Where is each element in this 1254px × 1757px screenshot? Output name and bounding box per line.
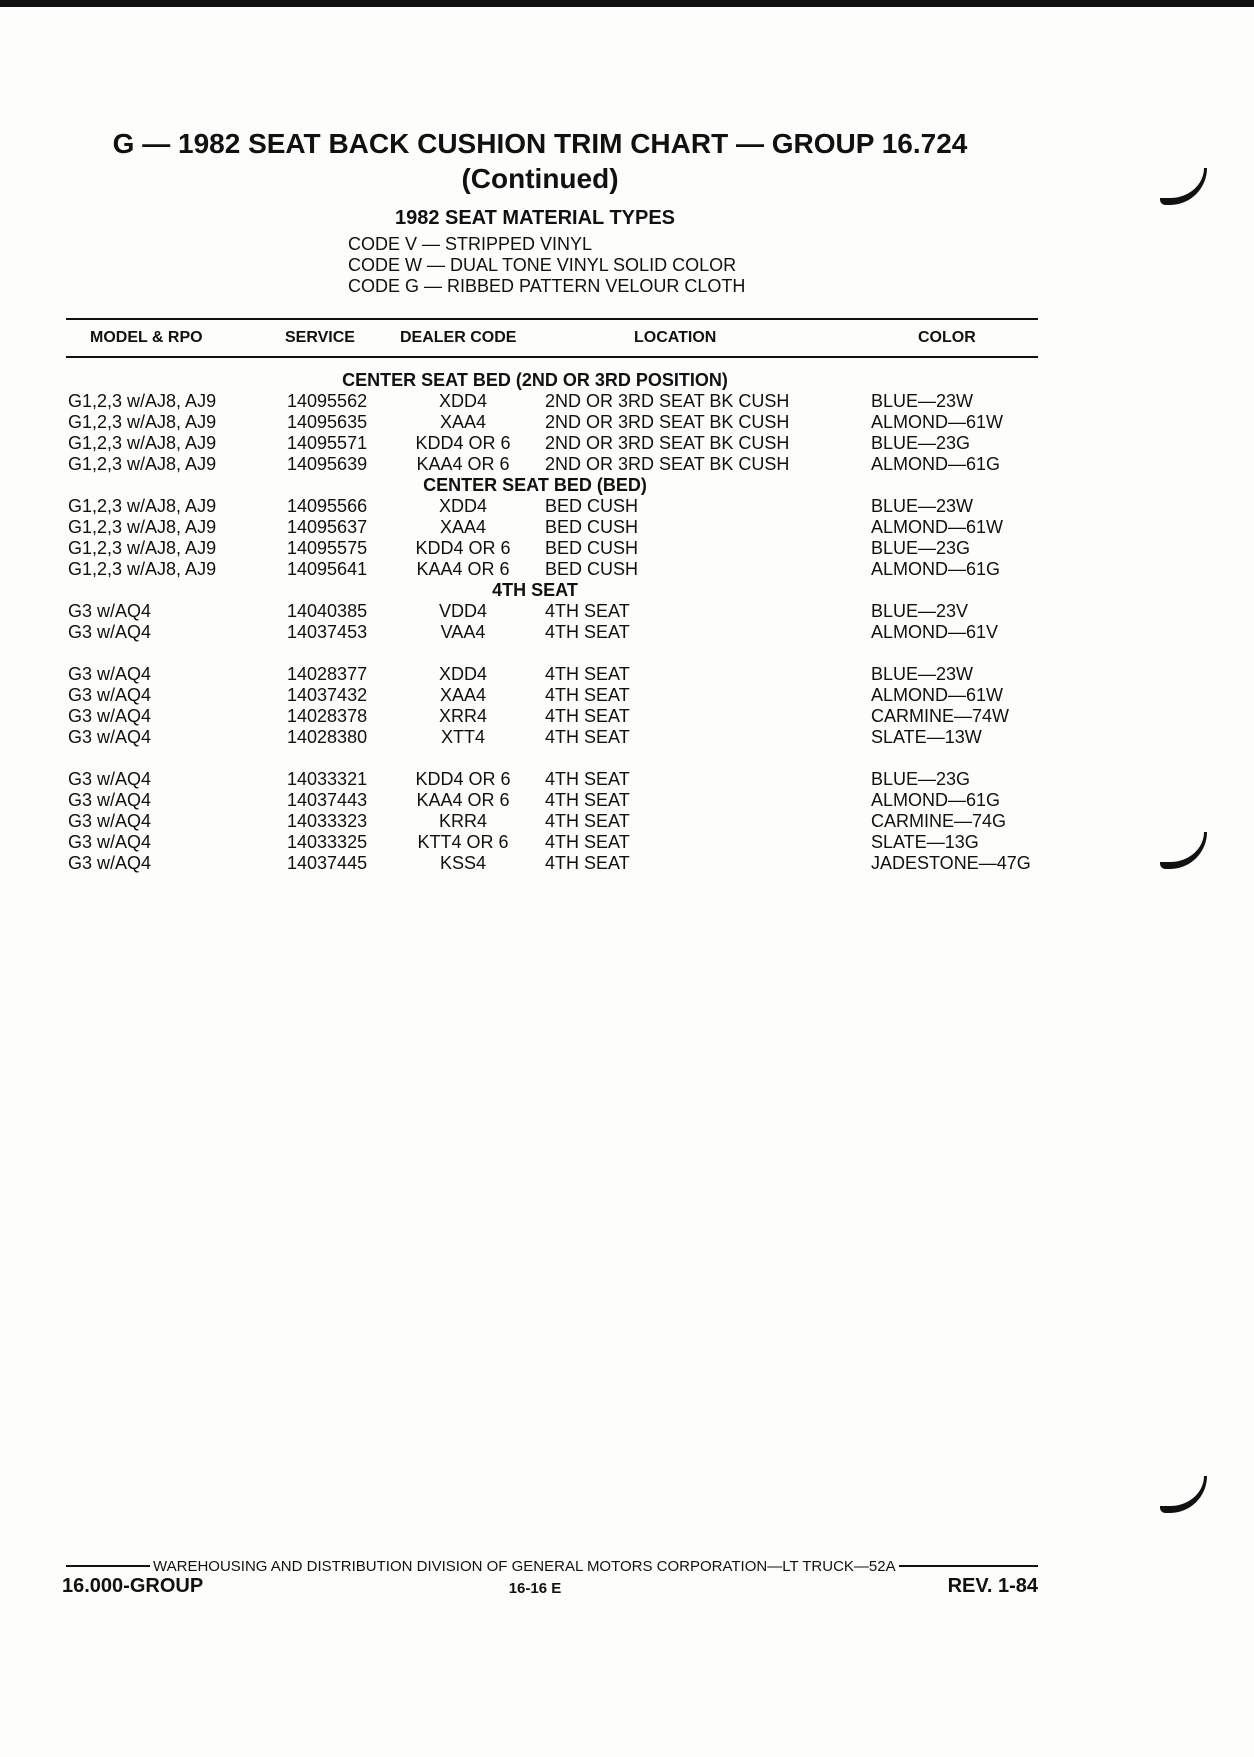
table-row [0,706,1254,727]
location-cell: 4TH SEAT [545,664,630,684]
service-number-cell: 14037453 [287,622,368,642]
color-cell: BLUE—23V [871,601,969,621]
model-rpo-cell: G1,2,3 w/AJ8, AJ9 [68,517,217,537]
color-cell: CARMINE—74G [871,811,1007,831]
model-rpo-cell: G3 w/AQ4 [68,832,152,852]
location-cell: 4TH SEAT [545,601,630,621]
dealer-code-cell: XDD4 [438,391,487,411]
location-cell: 2ND OR 3RD SEAT BK CUSH [545,391,790,411]
color-cell: BLUE—23G [871,433,971,453]
header-model: MODEL & RPO [90,329,203,346]
footer-page-number: 16-16 E [508,1580,562,1597]
location-cell: 2ND OR 3RD SEAT BK CUSH [545,412,790,432]
location-cell: 4TH SEAT [545,685,630,705]
dealer-code-cell: XDD4 [438,496,487,516]
location-cell: 4TH SEAT [545,727,630,747]
location-cell: 4TH SEAT [545,706,630,726]
service-number-cell: 14095637 [287,517,368,537]
section-heading: CENTER SEAT BED (2ND OR 3RD POSITION) [342,370,728,390]
dealer-code-cell: KDD4 OR 6 [415,433,511,453]
header-dealer-code: DEALER CODE [400,329,517,346]
footer-rule-left [66,1565,150,1567]
binder-hole-mark [1160,168,1207,205]
dealer-code-cell: KSS4 [439,853,487,873]
header-location: LOCATION [634,329,717,346]
model-rpo-cell: G3 w/AQ4 [68,769,152,789]
service-number-cell: 14095566 [287,496,368,516]
location-cell: 4TH SEAT [545,853,630,873]
service-number-cell: 14095575 [287,538,368,558]
footer-group: 16.000-GROUP [62,1575,204,1597]
service-number-cell: 14095562 [287,391,368,411]
table-row [0,496,1254,517]
table-row [0,559,1254,580]
dealer-code-cell: KDD4 OR 6 [415,538,511,558]
dealer-code-cell: XAA4 [439,685,487,705]
section-heading: CENTER SEAT BED (BED) [423,475,647,495]
model-rpo-cell: G3 w/AQ4 [68,790,152,810]
table-row [0,454,1254,475]
table-row [0,538,1254,559]
page-title-continued: (Continued) [461,163,619,194]
service-number-cell: 14095641 [287,559,368,579]
location-cell: BED CUSH [545,496,639,516]
table-row [0,811,1254,832]
service-number-cell: 14095639 [287,454,368,474]
table-row [0,790,1254,811]
location-cell: BED CUSH [545,559,639,579]
location-cell: 4TH SEAT [545,622,630,642]
footer-revision: REV. 1-84 [947,1575,1038,1597]
model-rpo-cell: G3 w/AQ4 [68,811,152,831]
location-cell: 4TH SEAT [545,811,630,831]
model-rpo-cell: G3 w/AQ4 [68,664,152,684]
model-rpo-cell: G3 w/AQ4 [68,685,152,705]
location-cell: 2ND OR 3RD SEAT BK CUSH [545,454,790,474]
table-row [0,391,1254,412]
dealer-code-cell: KTT4 OR 6 [417,832,509,852]
material-code: CODE V — STRIPPED VINYL [348,234,593,254]
dealer-code-cell: XDD4 [438,664,487,684]
dealer-code-cell: KAA4 OR 6 [416,790,510,810]
material-types-heading: 1982 SEAT MATERIAL TYPES [394,207,676,229]
color-cell: ALMOND—61G [871,454,1001,474]
model-rpo-cell: G1,2,3 w/AJ8, AJ9 [68,538,217,558]
dealer-code-cell: XTT4 [440,727,485,747]
location-cell: 2ND OR 3RD SEAT BK CUSH [545,433,790,453]
service-number-cell: 14037445 [287,853,368,873]
model-rpo-cell: G1,2,3 w/AJ8, AJ9 [68,559,217,579]
model-rpo-cell: G1,2,3 w/AJ8, AJ9 [68,433,217,453]
model-rpo-cell: G3 w/AQ4 [68,727,152,747]
color-cell: ALMOND—61W [871,517,1004,537]
color-cell: BLUE—23G [871,769,971,789]
table-row [0,727,1254,748]
color-cell: ALMOND—61W [871,412,1004,432]
color-cell: BLUE—23W [871,391,974,411]
footer-division-line [66,1557,1038,1575]
color-cell: SLATE—13G [871,832,979,852]
color-cell: SLATE—13W [871,727,982,747]
service-number-cell: 14095635 [287,412,368,432]
service-number-cell: 14033321 [287,769,368,789]
model-rpo-cell: G3 w/AQ4 [68,853,152,873]
model-rpo-cell: G1,2,3 w/AJ8, AJ9 [68,454,217,474]
dealer-code-cell: XAA4 [439,412,487,432]
table-row [0,517,1254,538]
table-row [0,412,1254,433]
section-heading: 4TH SEAT [492,580,578,600]
location-cell: 4TH SEAT [545,769,630,789]
dealer-code-cell: KRR4 [438,811,487,831]
service-number-cell: 14037432 [287,685,368,705]
table-row [0,664,1254,685]
service-number-cell: 14037443 [287,790,368,810]
color-cell: JADESTONE—47G [871,853,1031,873]
color-cell: ALMOND—61V [871,622,999,642]
table-row [0,601,1254,622]
dealer-code-cell: VAA4 [440,622,486,642]
service-number-cell: 14028380 [287,727,368,747]
table-header-rule [66,356,1038,358]
dealer-code-cell: XAA4 [439,517,487,537]
top-rule [0,0,1254,7]
dealer-code-cell: KDD4 OR 6 [415,769,511,789]
color-cell: BLUE—23W [871,496,974,516]
model-rpo-cell: G1,2,3 w/AJ8, AJ9 [68,412,217,432]
dealer-code-cell: VDD4 [438,601,487,621]
model-rpo-cell: G3 w/AQ4 [68,622,152,642]
color-cell: BLUE—23W [871,664,974,684]
material-codes-list [348,234,745,297]
location-cell: 4TH SEAT [545,832,630,852]
service-number-cell: 14028377 [287,664,368,684]
footer-division-text: WAREHOUSING AND DISTRIBUTION DIVISION OF GENERAL MOTORS CORPORATION—LT TRUCK—52A [153,1557,896,1575]
color-cell: ALMOND—61G [871,559,1001,579]
model-rpo-cell: G1,2,3 w/AJ8, AJ9 [68,496,217,516]
page-title: G — 1982 SEAT BACK CUSHION TRIM CHART — GROUP 16.724 [112,128,968,159]
table-row [0,622,1254,643]
color-cell: BLUE—23G [871,538,971,558]
material-code: CODE W — DUAL TONE VINYL SOLID COLOR [348,255,737,275]
table-row [0,832,1254,853]
table-row [0,853,1254,874]
footer-rule-right [899,1565,1038,1567]
dealer-code-cell: KAA4 OR 6 [416,454,510,474]
color-cell: CARMINE—74W [871,706,1010,726]
model-rpo-cell: G1,2,3 w/AJ8, AJ9 [68,391,217,411]
service-number-cell: 14033323 [287,811,368,831]
service-number-cell: 14033325 [287,832,368,852]
table-top-rule [66,318,1038,320]
material-code: CODE G — RIBBED PATTERN VELOUR CLOTH [348,276,746,296]
dealer-code-cell: KAA4 OR 6 [416,559,510,579]
table-row [0,769,1254,790]
service-number-cell: 14040385 [287,601,368,621]
location-cell: BED CUSH [545,517,639,537]
color-cell: ALMOND—61W [871,685,1004,705]
model-rpo-cell: G3 w/AQ4 [68,601,152,621]
header-color: COLOR [918,329,976,346]
table-row [0,685,1254,706]
location-cell: 4TH SEAT [545,790,630,810]
service-number-cell: 14028378 [287,706,368,726]
model-rpo-cell: G3 w/AQ4 [68,706,152,726]
location-cell: BED CUSH [545,538,639,558]
service-number-cell: 14095571 [287,433,368,453]
color-cell: ALMOND—61G [871,790,1001,810]
dealer-code-cell: XRR4 [438,706,487,726]
header-service: SERVICE [285,329,355,346]
binder-hole-mark [1160,1476,1207,1513]
table-row [0,433,1254,454]
